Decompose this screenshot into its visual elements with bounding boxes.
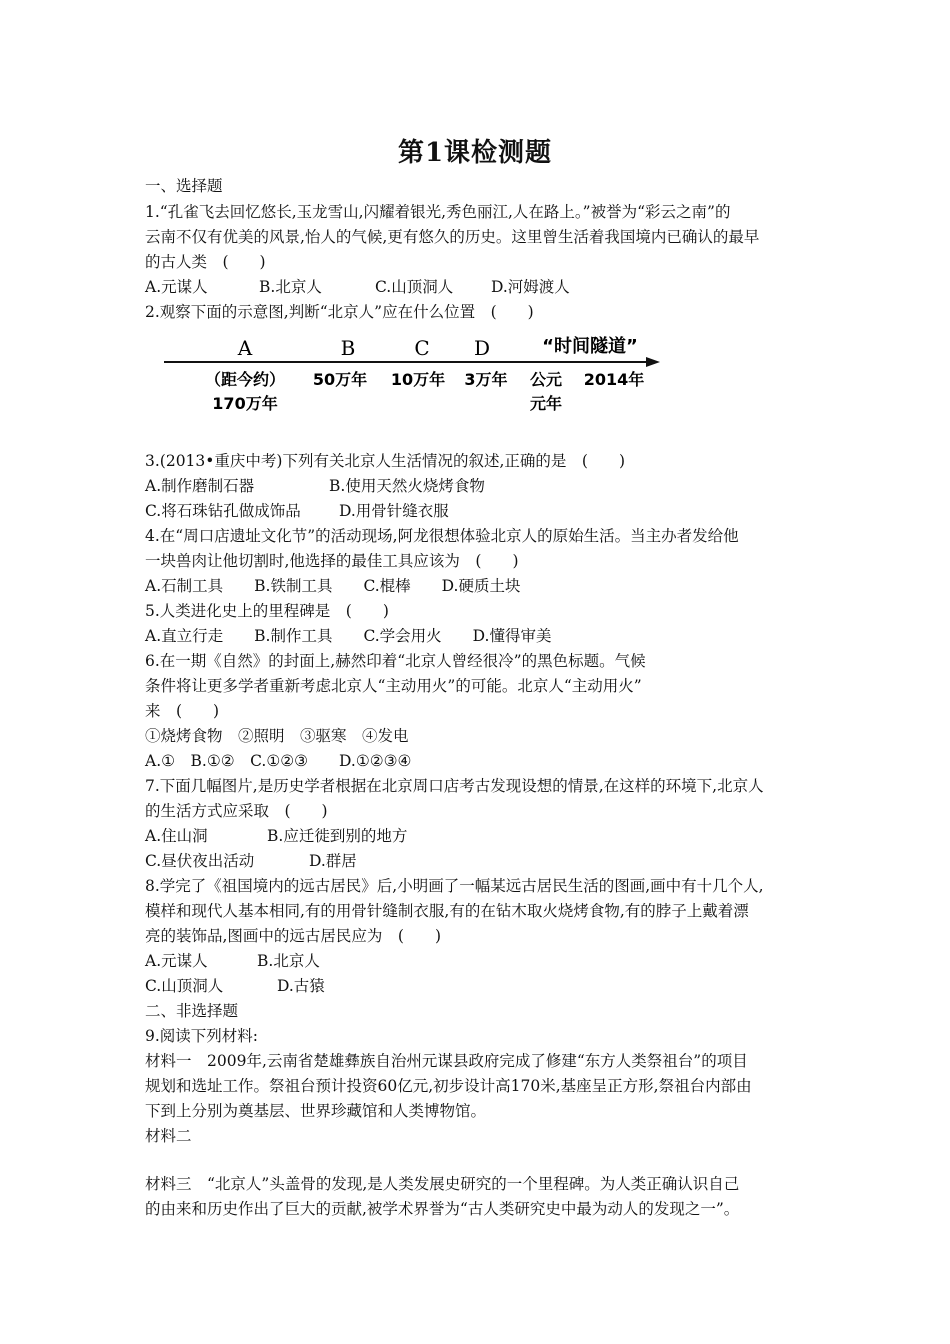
question-4-options: A.石制工具 B.铁制工具 C.棍棒 D.硬质土块 [145,577,521,595]
option-a: A.元谋人 [145,952,208,970]
material-1-line-3: 下到上分别为奠基层、世界珍藏馆和人类博物馆。 [145,1102,487,1120]
option-a: A.住山洞 [145,827,208,845]
question-6-line-3: 来 ( ) [145,702,220,720]
option-b: B.北京人 [259,278,322,296]
page-title: 第1课检测题 [397,138,553,168]
material-2-label: 材料二 [145,1127,192,1145]
timeline-arrowhead [646,357,660,367]
timeline-label-ago: （距今约） [204,370,286,389]
question-8-options-1 [145,951,320,971]
question-7-options-2 [145,851,357,871]
timeline-label-10: 10万年 [390,370,446,389]
timeline-diagram [160,332,680,422]
option-d: D.古猿 [277,977,325,995]
option-a: A.制作磨制石器 [145,477,255,495]
question-3-options-2 [145,501,449,521]
question-5-options: A.直立行走 B.制作工具 C.学会用火 D.懂得审美 [145,627,552,645]
section-heading-choice: 一、选择题 [145,177,223,195]
question-7-options-1 [145,826,407,846]
question-6-items: ①烧烤食物 ②照明 ③驱寒 ④发电 [145,727,409,745]
timeline-title: “时间隧道” [542,336,638,357]
option-b: B.应迁徙到别的地方 [267,827,408,845]
question-8-options-2 [145,976,325,996]
timeline-label-2014: 2014年 [583,370,645,389]
question-3-options-1 [145,476,485,496]
option-c: C.山顶洞人 [145,977,224,995]
option-b: B.北京人 [257,952,320,970]
timeline-label-year1: 元年 [529,394,563,413]
question-1-options [145,277,570,297]
timeline-label-3: 3万年 [464,370,508,389]
option-b: B.使用天然火烧烤食物 [329,477,485,495]
timeline-label-170: 170万年 [212,394,278,413]
question-8-line-3: 亮的装饰品,图画中的远古居民应为 ( ) [145,927,442,945]
option-d: D.用骨针缝衣服 [339,502,449,520]
question-1-line-1: 1.“孔雀飞去回忆悠长,玉龙雪山,闪耀着银光,秀色丽江,人在路上。”被誉为“彩云之南”的 [145,203,731,221]
option-d: D.河姆渡人 [491,278,570,296]
question-6-line-2: 条件将让更多学者重新考虑北京人“主动用火”的可能。北京人“主动用火” [145,677,642,695]
option-c: C.将石珠钻孔做成饰品 [145,502,301,520]
timeline-label-50: 50万年 [312,370,368,389]
timeline-letter-b: B [340,336,356,360]
question-6-line-1: 6.在一期《自然》的封面上,赫然印着“北京人曾经很冷”的黑色标题。气候 [145,652,646,670]
question-5-line-1: 5.人类进化史上的里程碑是 ( ) [145,602,389,620]
question-2-line-1: 2.观察下面的示意图,判断“北京人”应在什么位置 ( ) [145,303,534,321]
question-8-line-1: 8.学完了《祖国境内的远古居民》后,小明画了一幅某远古居民生活的图画,画中有十几个人, [145,877,764,895]
section-heading-non-choice: 二、非选择题 [145,1002,239,1020]
question-7-line-1: 7.下面几幅图片,是历史学者根据在北京周口店考古发现设想的情景,在这样的环境下,北京人 [145,777,764,795]
timeline-letter-a: A [237,336,253,360]
question-8-line-2: 模样和现代人基本相同,有的用骨针缝制衣服,有的在钻木取火烧烤食物,有的脖子上戴着漂 [145,902,749,920]
question-3-line-1: 3.(2013•重庆中考)下列有关北京人生活情况的叙述,正确的是 ( ) [145,452,625,470]
question-7-line-2: 的生活方式应采取 ( ) [145,802,328,820]
timeline-letter-c: C [414,336,430,360]
question-6-options: A.① B.①② C.①②③ D.①②③④ [145,752,412,770]
option-c: C.昼伏夜出活动 [145,852,255,870]
material-1-line-1: 材料一 2009年,云南省楚雄彝族自治州元谋县政府完成了修建“东方人类祭祖台”的项目 [145,1052,748,1070]
material-1-line-2: 规划和选址工作。祭祖台预计投资60亿元,初步设计高170米,基座呈正方形,祭祖台内部由 [145,1077,752,1095]
option-c: C.山顶洞人 [375,278,454,296]
timeline-label-ad: 公元 [529,370,563,389]
question-4-line-2: 一块兽肉让他切割时,他选择的最佳工具应该为 ( ) [145,552,519,570]
material-3-line-1: 材料三 “北京人”头盖骨的发现,是人类发展史研究的一个里程碑。为人类正确认识自己 [145,1175,740,1193]
material-3-line-2: 的由来和历史作出了巨大的贡献,被学术界誉为“古人类研究史中最为动人的发现之一”。 [145,1200,740,1218]
option-d: D.群居 [309,852,357,870]
question-9-line-1: 9.阅读下列材料: [145,1027,259,1045]
timeline-letter-d: D [473,336,491,360]
question-1-line-2: 云南不仅有优美的风景,怡人的气候,更有悠久的历史。这里曾生活着我国境内已确认的最早 [145,228,760,246]
option-a: A.元谋人 [145,278,208,296]
question-4-line-1: 4.在“周口店遗址文化节”的活动现场,阿龙很想体验北京人的原始生活。当主办者发给他 [145,527,739,545]
question-1-line-3: 的古人类 ( ) [145,253,266,271]
